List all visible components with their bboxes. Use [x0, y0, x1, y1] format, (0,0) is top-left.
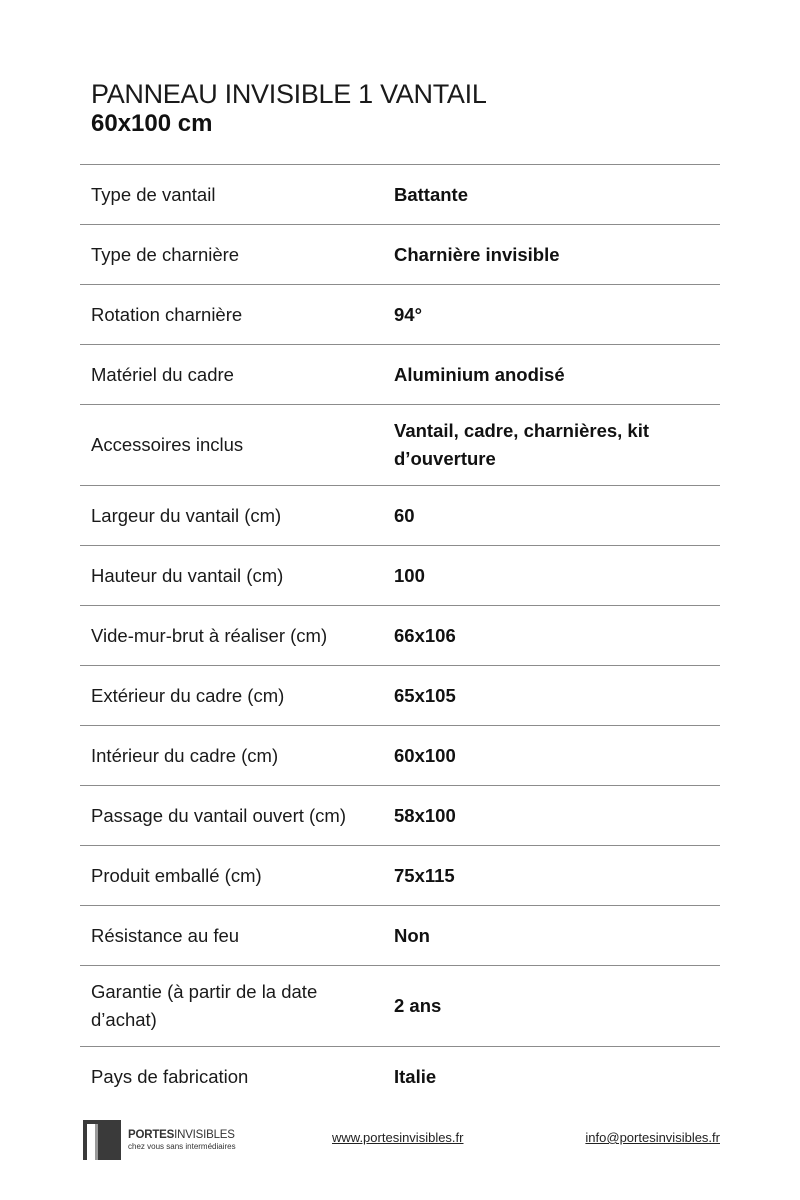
- table-row: [80, 165, 720, 225]
- spec-label: Type de charnière: [80, 225, 394, 285]
- spec-label: Passage du vantail ouvert (cm): [80, 786, 394, 846]
- spec-label: Hauteur du vantail (cm): [80, 546, 394, 606]
- page-title: PANNEAU INVISIBLE 1 VANTAIL: [91, 79, 487, 109]
- spec-label: Pays de fabrication: [91, 1065, 249, 1087]
- table-row: [80, 285, 720, 345]
- table-row: [80, 225, 720, 285]
- table-row: [80, 846, 720, 906]
- page-subtitle: 60x100 cm: [91, 110, 213, 137]
- logo-name: [128, 1129, 236, 1142]
- spec-value: 66x106: [394, 606, 720, 666]
- door-logo-icon: [83, 1120, 121, 1160]
- spec-label: Matériel du cadre: [80, 345, 394, 405]
- spec-label: Rotation charnière: [80, 285, 394, 345]
- spec-label: Garantie (à partir de la date d’achat): [80, 966, 394, 1047]
- spec-value: 60: [394, 486, 720, 546]
- spec-label: Produit emballé (cm): [80, 846, 394, 906]
- spec-value: Vantail, cadre, charnières, kit d’ouverture: [394, 405, 720, 486]
- spec-label: Largeur du vantail (cm): [80, 486, 394, 546]
- spec-value: 94°: [394, 285, 720, 345]
- spec-label: Type de vantail: [80, 165, 394, 225]
- spec-value: Italie: [394, 1065, 437, 1087]
- table-row: [80, 966, 720, 1047]
- logo-text: [128, 1129, 236, 1152]
- brand-logo[interactable]: [83, 1120, 236, 1160]
- spec-label: Accessoires inclus: [80, 405, 394, 486]
- spec-value: 60x100: [394, 726, 720, 786]
- spec-value: Charnière invisible: [394, 225, 720, 285]
- spec-value: 2 ans: [394, 966, 720, 1047]
- table-row: [80, 666, 720, 726]
- spec-value: Aluminium anodisé: [394, 345, 720, 405]
- spec-table: [80, 164, 720, 1107]
- table-row: [80, 345, 720, 405]
- spec-value: 58x100: [394, 786, 720, 846]
- spec-label: Extérieur du cadre (cm): [80, 666, 394, 726]
- logo-name-bold: PORTES: [128, 1129, 175, 1141]
- footer: [80, 1118, 720, 1162]
- spec-value: Non: [394, 906, 720, 966]
- table-row: [80, 786, 720, 846]
- email-link[interactable]: info@portesinvisibles.fr: [585, 1130, 720, 1145]
- table-row: [80, 486, 720, 546]
- logo-name-light: INVISIBLES: [174, 1129, 235, 1141]
- spec-label: Vide-mur-brut à réaliser (cm): [80, 606, 394, 666]
- table-row: [80, 726, 720, 786]
- table-row: [80, 546, 720, 606]
- spec-label: Résistance au feu: [80, 906, 394, 966]
- spec-value: Battante: [394, 165, 720, 225]
- spec-value: 65x105: [394, 666, 720, 726]
- table-row: [80, 405, 720, 486]
- table-row: [80, 606, 720, 666]
- table-row: [80, 1047, 720, 1107]
- table-row: [80, 906, 720, 966]
- spec-value: 75x115: [394, 846, 720, 906]
- website-link[interactable]: www.portesinvisibles.fr: [332, 1130, 464, 1145]
- title-block: [91, 78, 487, 138]
- logo-tagline: chez vous sans intermédiaires: [128, 1142, 236, 1151]
- spec-value: 100: [394, 546, 720, 606]
- spec-label: Intérieur du cadre (cm): [80, 726, 394, 786]
